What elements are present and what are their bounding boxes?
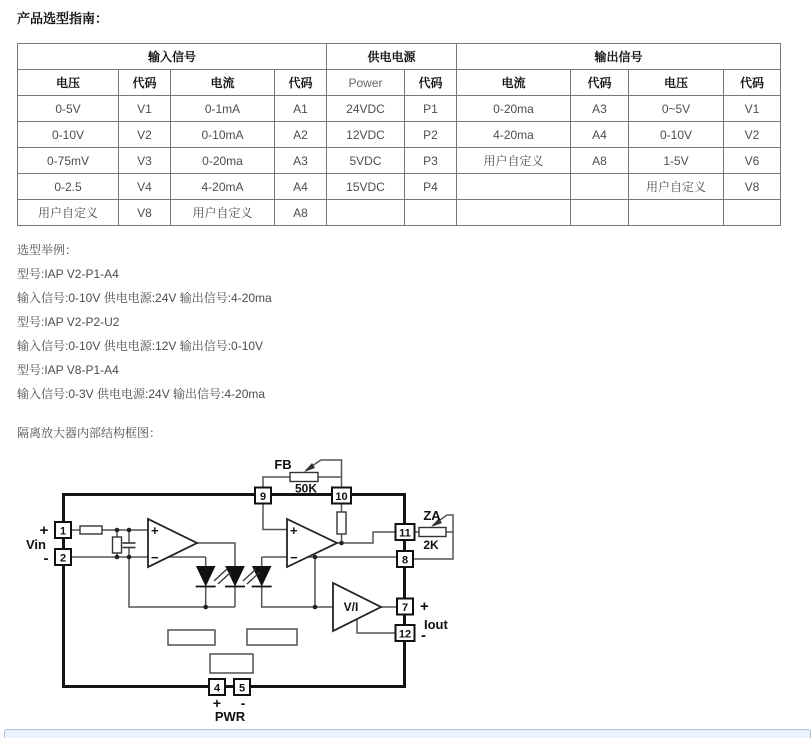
cell: P3 (405, 148, 457, 174)
page-title: 产品选型指南： (17, 11, 109, 26)
group-header-output: 输出信号 (457, 44, 781, 70)
opamp-minus-sign: − (151, 550, 159, 565)
cell: V6 (724, 148, 781, 174)
cell: A3 (275, 148, 327, 174)
pwr-label: PWR (214, 709, 246, 724)
cell: 用户自定义 (18, 200, 119, 226)
cell (405, 200, 457, 226)
cell: A4 (571, 122, 629, 148)
examples-heading: 选型举例： (17, 243, 78, 257)
col-header: 电压 (18, 70, 119, 96)
pin-number: 12 (398, 628, 412, 641)
col-header: 电压 (629, 70, 724, 96)
cell: 用户自定义 (629, 174, 724, 200)
cell: 12VDC (327, 122, 405, 148)
diagram-heading: 隔离放大器内部结构框图： (17, 426, 162, 440)
vi-label: V/I (343, 600, 359, 614)
group-header-power: 供电电源 (327, 44, 457, 70)
circuit-diagram (0, 440, 490, 738)
col-header: 电流 (457, 70, 571, 96)
capacitor (123, 543, 136, 548)
wires (71, 460, 453, 633)
cell: 1-5V (629, 148, 724, 174)
selection-table (17, 43, 781, 226)
table-row (18, 122, 781, 148)
za-potentiometer (419, 528, 446, 537)
pin-number: 10 (335, 491, 348, 503)
col-header: 代码 (571, 70, 629, 96)
cell: A1 (275, 96, 327, 122)
opamp-plus-sign: + (290, 523, 298, 538)
table-column-header-row (18, 70, 781, 96)
cell: 5VDC (327, 148, 405, 174)
vin-minus-label: - (43, 550, 49, 567)
cell: V2 (724, 122, 781, 148)
cell: A2 (275, 122, 327, 148)
za-value-label: 2K (423, 538, 439, 552)
za-label: ZA (423, 508, 441, 523)
cell: V4 (119, 174, 171, 200)
example-model: 型号:IAP V2-P1-A4 (17, 267, 119, 281)
cell: 0-1mA (171, 96, 275, 122)
cell: 0~5V (629, 96, 724, 122)
pin-number: 7 (401, 602, 409, 614)
cell: P2 (405, 122, 457, 148)
opamp-plus-sign: + (151, 523, 159, 538)
opamp-minus-sign: − (290, 550, 298, 565)
cell (457, 200, 571, 226)
cell: 0-75mV (18, 148, 119, 174)
col-header: 代码 (119, 70, 171, 96)
table-row (18, 96, 781, 122)
cell: 用户自定义 (171, 200, 275, 226)
cell: 0-10V (629, 122, 724, 148)
cell (571, 200, 629, 226)
example-detail: 输入信号:0-10V 供电电源:24V 输出信号:4-20ma (17, 291, 272, 305)
vin-label: Vin (26, 537, 46, 552)
cell (724, 200, 781, 226)
pin-number: 8 (401, 554, 409, 567)
panel-edge-bar (4, 729, 811, 738)
table-group-header-row (18, 44, 781, 70)
pwr-plus-label: + (212, 695, 222, 711)
cell: 0-20ma (171, 148, 275, 174)
col-header: Power (327, 70, 405, 96)
block (247, 629, 297, 645)
pin-number: 1 (59, 525, 67, 538)
col-header: 代码 (724, 70, 781, 96)
feedback-resistor (337, 512, 346, 534)
pin-number: 5 (238, 682, 246, 695)
pin-number: 4 (213, 682, 221, 695)
table-row (18, 148, 781, 174)
col-header: 代码 (405, 70, 457, 96)
fb-label: FB (274, 457, 292, 472)
cell (629, 200, 724, 226)
vin-plus-label: + (39, 522, 49, 539)
selection-examples (17, 238, 272, 406)
col-header: 代码 (275, 70, 327, 96)
cell: 0-2.5 (18, 174, 119, 200)
cell: 0-10mA (171, 122, 275, 148)
cell: 用户自定义 (457, 148, 571, 174)
optocoupler-leds (196, 567, 272, 587)
block (168, 630, 215, 645)
cell (327, 200, 405, 226)
cell: A8 (275, 200, 327, 226)
table-row (18, 174, 781, 200)
cell: V1 (724, 96, 781, 122)
cell: V3 (119, 148, 171, 174)
led-icon (197, 567, 215, 586)
pwr-minus-label: - (240, 695, 246, 711)
led-icon (226, 567, 244, 586)
cell: 0-5V (18, 96, 119, 122)
example-detail: 输入信号:0-10V 供电电源:12V 输出信号:0-10V (17, 339, 264, 353)
example-detail: 输入信号:0-3V 供电电源:24V 输出信号:4-20ma (17, 387, 266, 401)
iout-plus-label: + (420, 598, 429, 615)
fb-value-label: 50K (294, 481, 318, 496)
cell (457, 174, 571, 200)
cell: 24VDC (327, 96, 405, 122)
group-header-input: 输入信号 (18, 44, 327, 70)
power-blocks (168, 629, 297, 673)
example-model: 型号:IAP V8-P1-A4 (17, 363, 119, 377)
input-resistor (80, 526, 102, 534)
cell: A8 (571, 148, 629, 174)
pin-number: 9 (259, 491, 267, 503)
pin-number: 2 (59, 552, 67, 565)
cell: V2 (119, 122, 171, 148)
cell: P1 (405, 96, 457, 122)
iout-minus-label: - (421, 627, 426, 644)
table-row (18, 200, 781, 226)
cell: 4-20mA (171, 174, 275, 200)
cell: A4 (275, 174, 327, 200)
cell: 0-20ma (457, 96, 571, 122)
col-header: 电流 (171, 70, 275, 96)
pin-number: 11 (399, 527, 411, 540)
iout-label: Iout (424, 617, 448, 632)
fb-potentiometer (290, 473, 318, 482)
cell: V1 (119, 96, 171, 122)
cell: V8 (724, 174, 781, 200)
cell: 4-20ma (457, 122, 571, 148)
cell: V8 (119, 200, 171, 226)
shunt-resistor (113, 537, 122, 553)
example-model: 型号:IAP V2-P2-U2 (17, 315, 120, 329)
cell: 0-10V (18, 122, 119, 148)
cell: A3 (571, 96, 629, 122)
cell: 15VDC (327, 174, 405, 200)
cell (571, 174, 629, 200)
block (210, 654, 253, 673)
cell: P4 (405, 174, 457, 200)
